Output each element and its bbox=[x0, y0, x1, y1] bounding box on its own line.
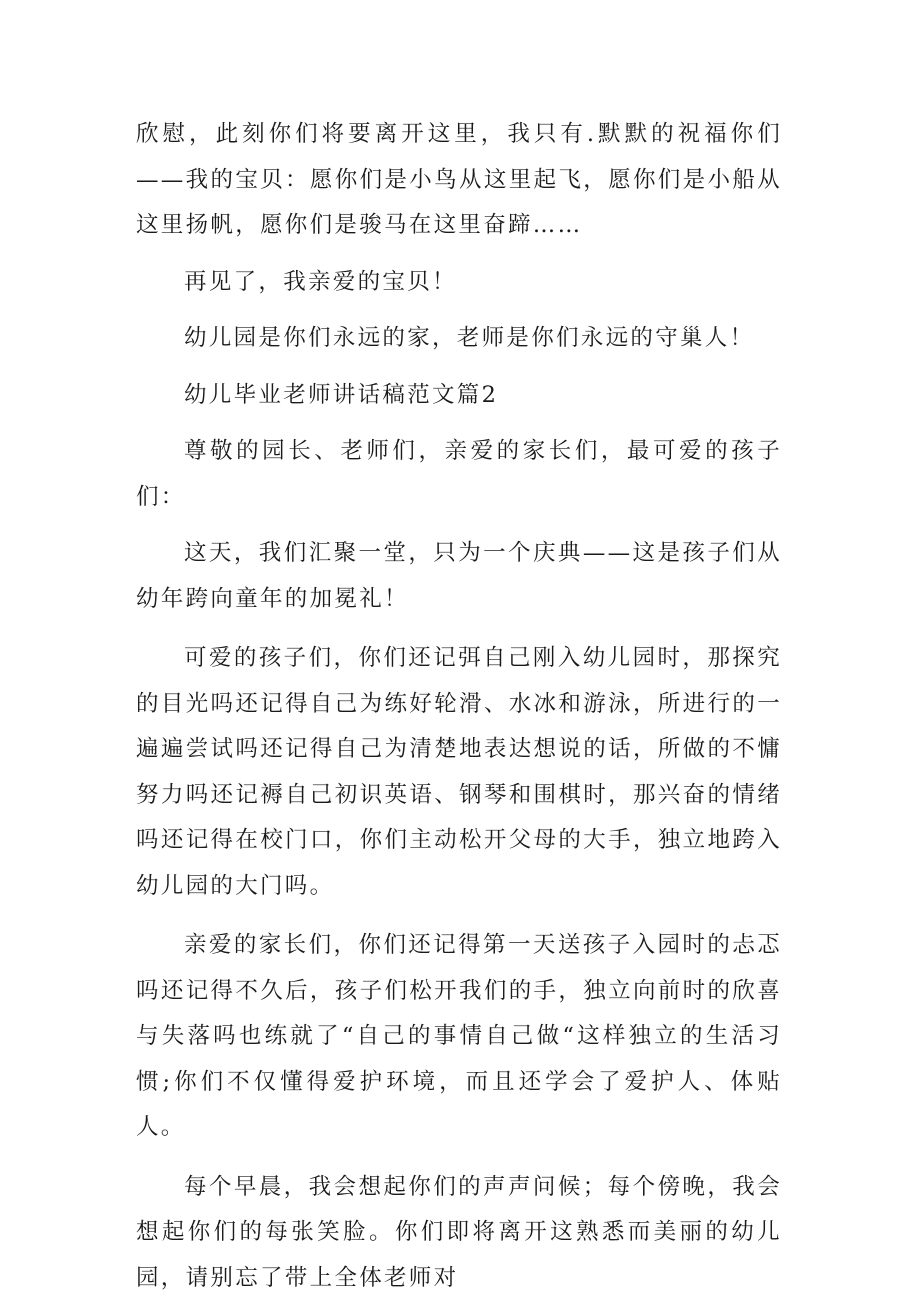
paragraph-greeting: 尊敬的园长、老师们，亲爱的家长们，最可爱的孩子们： bbox=[136, 438, 782, 510]
section-heading: 幼儿毕业老师讲话稿范文篇2 bbox=[184, 381, 499, 408]
paragraph-parents: 亲爱的家长们，你们还记得第一天送孩子入园时的忐忑吗还记得不久后，孩子们松开我们的手，独立向前时的欣喜与失落吗也练就了“自己的事情自己做“这样独立的生活习惯;你们不仅懂得爱护环境，而且还学会了爱护人、体贴人。 bbox=[136, 932, 782, 1140]
paragraph-children: 可爱的孩子们，你们还记弭自己刚入幼儿园时，那探究的目光吗还记得自己为练好轮滑、水冰和游泳，所进行的一遍遍尝试吗还记得自己为清楚地表达想说的话，所做的不慵努力吗还记褥自己初识英语、钢琴和围棋时，那兴奋的情绪吗还记得在校门口，你们主动松开父母的大手，独立地跨入幼儿园的大门吗。 bbox=[136, 645, 782, 899]
paragraph-blessing: 欣慰，此刻你们将要离开这里，我只有.默默的祝福你们——我的宝贝：愿你们是小鸟从这里起飞，愿你们是小船从这里扬帆，愿你们是骏马在这里奋蹄…… bbox=[136, 121, 782, 238]
paragraph-home: 幼儿园是你们永远的家，老师是你们永远的守巢人！ bbox=[184, 325, 755, 351]
paragraph-memories: 每个早晨，我会想起你们的声声问候；每个傍晚，我会想起你们的每张笑脸。你们即将离开这熟悉而美丽的幼儿园，请别忘了带上全体老师对 bbox=[136, 1173, 782, 1291]
paragraph-farewell: 再见了，我亲爱的宝贝！ bbox=[184, 268, 457, 295]
paragraph-ceremony: 这天，我们汇聚一堂，只为一个庆典——这是孩子们从幼年跨向童年的加冕礼！ bbox=[136, 540, 782, 612]
